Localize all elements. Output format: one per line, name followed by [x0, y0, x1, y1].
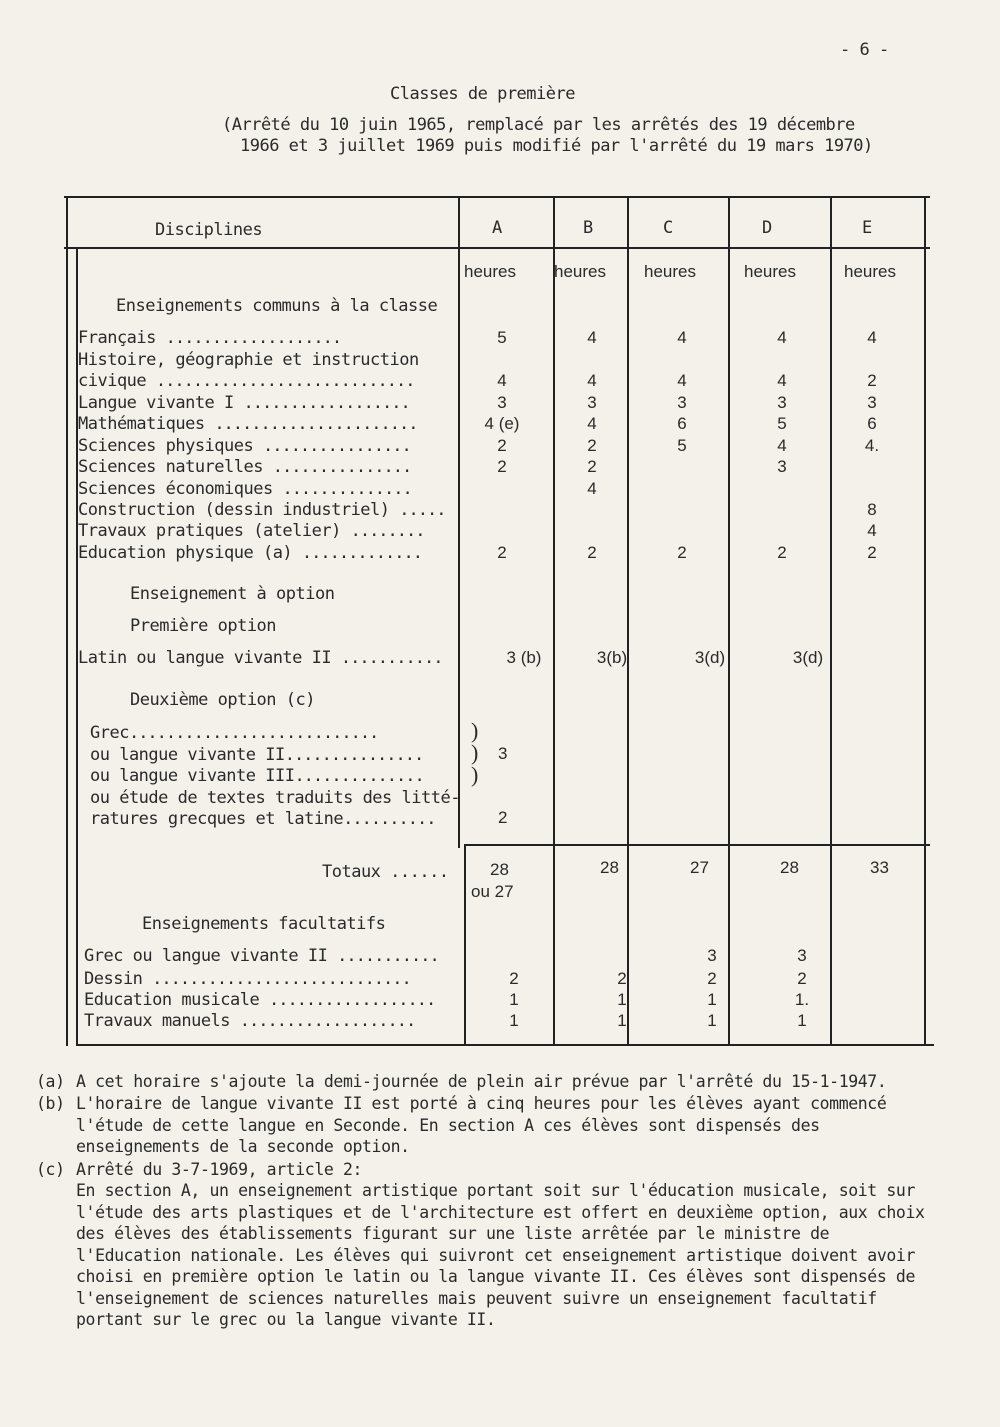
unit-a: heures: [464, 262, 516, 281]
row-value-d: 3: [777, 393, 787, 412]
option1-val-d: 3(d): [792, 648, 824, 667]
footnote: [36, 1093, 936, 1157]
row-value-d: 5: [777, 414, 787, 433]
col-header-e: E: [862, 218, 872, 238]
row-value-b: 4: [587, 479, 597, 498]
row-value-d: 3: [777, 457, 787, 476]
row-label: civique ............................: [78, 371, 415, 391]
footnote: [36, 1180, 936, 1330]
common-section-title: Enseignements communs à la classe: [116, 296, 438, 316]
option1-val-c: 3(d): [694, 648, 726, 667]
facultatif-value-d: 3: [797, 946, 807, 965]
facultatif-value-d: 1: [797, 1011, 807, 1030]
row-label: ou langue vivante II...............: [90, 745, 424, 765]
option1-title: Première option: [130, 616, 277, 636]
option2-group-value: 3: [498, 744, 508, 763]
row-label: ou étude de textes traduits des litté-: [90, 788, 460, 808]
row-value-e: 4: [867, 328, 877, 347]
facultatif-value-c: 1: [707, 990, 717, 1009]
row-label: Construction (dessin industriel) .....: [78, 500, 446, 520]
facultatif-value-c: 2: [707, 969, 717, 988]
facultatif-value-b: 1: [617, 990, 627, 1009]
row-label: Sciences économiques ..............: [78, 479, 412, 499]
brace-top: ): [471, 718, 479, 743]
row-label: Education musicale ..................: [84, 990, 436, 1010]
row-value-e: 4: [867, 521, 877, 540]
header-line-1: (Arrêté du 10 juin 1965, remplacé par les arrêtés des 19 décembre: [222, 115, 855, 135]
row-value-b: 2: [587, 457, 597, 476]
table-rule-bottom: [76, 1044, 934, 1046]
page-title: Classes de première: [390, 84, 575, 104]
row-label: Langue vivante I ..................: [78, 393, 410, 413]
facultatif-value-c: 3: [707, 946, 717, 965]
row-value-d: 2: [777, 543, 787, 562]
row-value-a: 2: [497, 543, 507, 562]
row-value-a: 2: [497, 436, 507, 455]
totals-label: Totaux ......: [322, 862, 449, 882]
row-value-c: 4: [677, 371, 687, 390]
col-rule-a-bottom: [464, 844, 466, 1046]
row-value-b: 2: [587, 436, 597, 455]
row-value-a: 4: [497, 371, 507, 390]
row-label: Dessin ............................: [84, 969, 411, 989]
col-rule-b: [553, 196, 555, 1046]
row-value-b: 3: [587, 393, 597, 412]
table-rule-left: [66, 196, 68, 1046]
total-a: 28: [490, 860, 509, 879]
row-label: ou langue vivante III..............: [90, 766, 424, 786]
footnote: [36, 1159, 936, 1181]
row-value-e: 3: [867, 393, 877, 412]
option-section-title: Enseignement à option: [130, 584, 335, 604]
row-label: Grec...........................: [90, 723, 379, 743]
facultatif-value-d: 2: [797, 969, 807, 988]
row-value-b: 4: [587, 328, 597, 347]
table-rule-right: [924, 196, 926, 1046]
facultatif-value-a: 1: [509, 1011, 519, 1030]
row-value-a: 2: [497, 457, 507, 476]
row-value-e: 6: [867, 414, 877, 433]
option2-textes-value: 2: [498, 808, 508, 827]
facultatif-value-b: 1: [617, 1011, 627, 1030]
total-e: 33: [870, 858, 889, 877]
unit-b: heures: [554, 262, 606, 281]
row-value-c: 4: [677, 328, 687, 347]
row-label: Histoire, géographie et instruction: [78, 350, 419, 370]
row-value-b: 2: [587, 543, 597, 562]
col-rule-a-top: [458, 196, 460, 848]
col-header-d: D: [762, 218, 772, 238]
option1-label: Latin ou langue vivante II ...........: [78, 648, 443, 668]
unit-e: heures: [844, 262, 896, 281]
row-value-e: 2: [867, 371, 877, 390]
row-label: Mathématiques ......................: [78, 414, 418, 434]
table-rule-totals: [464, 844, 930, 846]
col-rule-d: [728, 196, 730, 1046]
row-value-b: 4: [587, 414, 597, 433]
row-label: ratures grecques et latine..........: [90, 809, 436, 829]
brace-bottom: ): [471, 762, 479, 787]
col-header-c: C: [663, 218, 673, 238]
row-value-a: 4 (e): [484, 414, 520, 433]
row-value-c: 3: [677, 393, 687, 412]
row-value-d: 4: [777, 371, 787, 390]
row-value-c: 6: [677, 414, 687, 433]
row-value-b: 4: [587, 371, 597, 390]
footnote: [36, 1071, 936, 1093]
footnote-tag: (a): [36, 1072, 65, 1091]
option1-val-b: 3(b): [596, 648, 628, 667]
total-d: 28: [780, 858, 799, 877]
facultatif-value-d: 1.: [794, 990, 810, 1009]
facultatif-value-b: 2: [617, 969, 627, 988]
facultatif-value-a: 1: [509, 990, 519, 1009]
row-value-e: 2: [867, 543, 877, 562]
row-value-c: 5: [677, 436, 687, 455]
row-label: Sciences physiques ................: [78, 436, 411, 456]
footnote-text: A cet horaire s'ajoute la demi-journée de plein air prévue par l'arrêté du 15-1-1947.: [76, 1072, 887, 1091]
row-value-a: 5: [497, 328, 507, 347]
total-c: 27: [690, 858, 709, 877]
row-label: Travaux manuels ...................: [84, 1011, 416, 1031]
col-rule-c: [627, 196, 629, 1046]
unit-c: heures: [644, 262, 696, 281]
footnote-text: En section A, un enseignement artistique portant soit sur l'éducation musicale, soit sur l'étude des arts plastiques et de l'architecture est offert en deuxième option, aux choix des élèves des établissements figurant sur une liste arrêtée par le ministre de l'Education nationale. Les élèves qui suivront cet enseignement artistique doivent avoir choisi en première option le latin ou la langue vivante II. Ces élèves sont dispensés de l'enseignement de sciences naturelles mais peuvent suivre un enseignement facultatif portant sur le grec ou la langue vivante II.: [76, 1181, 925, 1329]
table-rule-header: [64, 247, 930, 249]
col-rule-e: [830, 196, 832, 1046]
footnote-text: L'horaire de langue vivante II est porté à cinq heures pour les élèves ayant commencé l'étude de cette langue en Seconde. En section A ces élèves sont dispensés des enseignements de la seconde option.: [76, 1094, 887, 1156]
footnote-tag: (b): [36, 1094, 65, 1113]
row-value-d: 4: [777, 436, 787, 455]
header-line-2: 1966 et 3 juillet 1969 puis modifié par l'arrêté du 19 mars 1970): [240, 136, 873, 156]
row-label: Sciences naturelles ...............: [78, 457, 412, 477]
row-value-e: 8: [867, 500, 877, 519]
footnote-text: Arrêté du 3-7-1969, article 2:: [76, 1160, 363, 1179]
col-header-disciplines: Disciplines: [155, 220, 263, 240]
table-rule-top: [64, 196, 930, 198]
row-label: Français ...................: [78, 328, 342, 348]
row-value-e: 4.: [864, 436, 880, 455]
option2-title: Deuxième option (c): [130, 690, 315, 710]
facultatif-value-a: 2: [509, 969, 519, 988]
row-value-a: 3: [497, 393, 507, 412]
brace-mid: ): [471, 740, 479, 765]
row-value-c: 2: [677, 543, 687, 562]
col-header-b: B: [583, 218, 593, 238]
facultatif-value-c: 1: [707, 1011, 717, 1030]
row-label: Travaux pratiques (atelier) ........: [78, 521, 425, 541]
unit-d: heures: [744, 262, 796, 281]
total-b: 28: [600, 858, 619, 877]
facultatif-title: Enseignements facultatifs: [142, 914, 386, 934]
row-label: Education physique (a) .............: [78, 543, 422, 563]
row-value-d: 4: [777, 328, 787, 347]
col-header-a: A: [492, 218, 502, 238]
total-a-alt: ou 27: [471, 882, 514, 901]
footnote-tag: (c): [36, 1160, 65, 1179]
page-number: - 6 -: [840, 40, 889, 60]
row-label: Grec ou langue vivante II ...........: [84, 946, 439, 966]
option1-val-a: 3 (b): [506, 648, 542, 667]
